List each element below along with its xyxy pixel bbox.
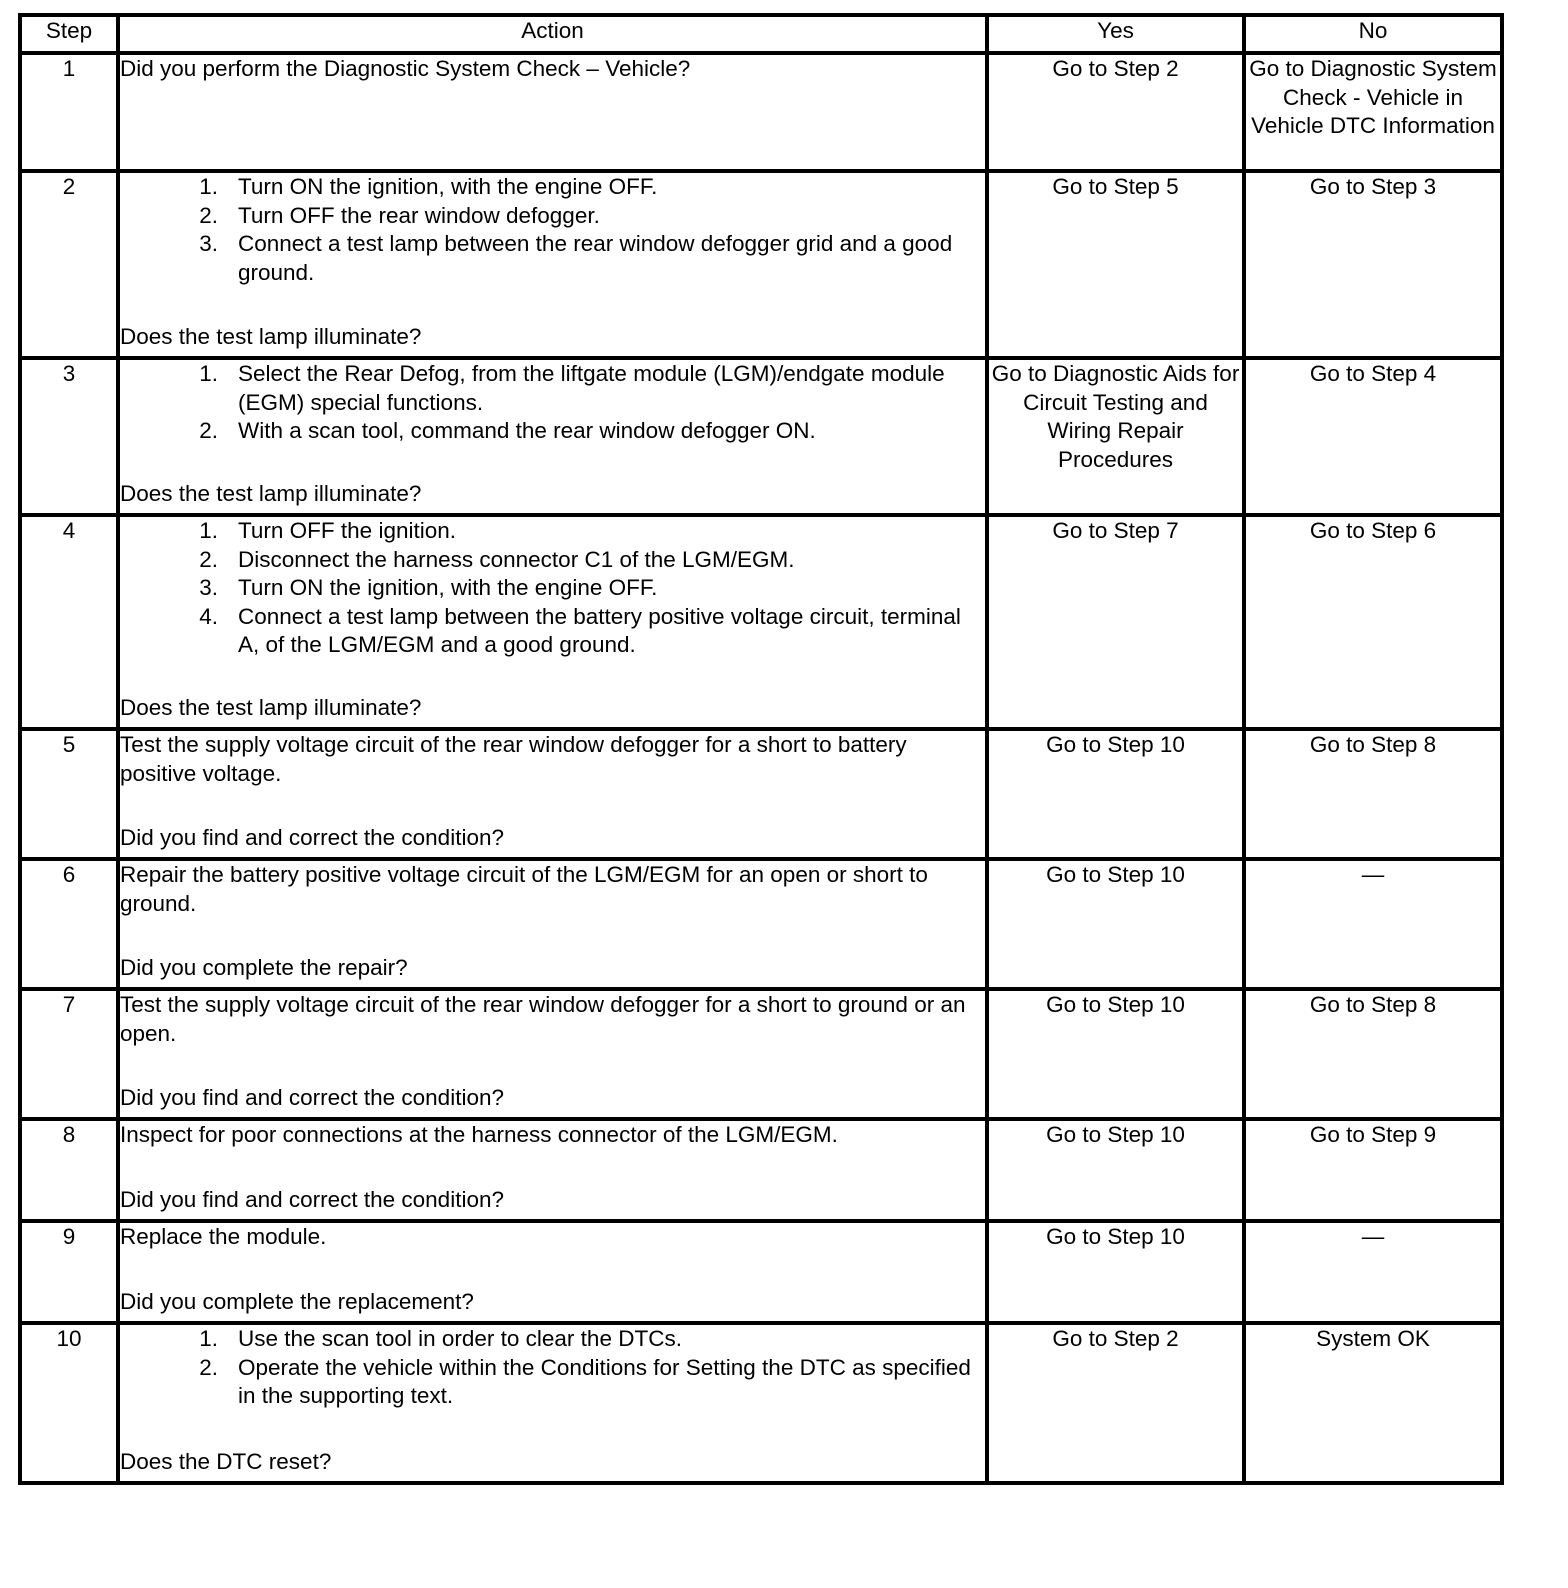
step-number: 1 [20,53,118,171]
no-result [1244,729,1502,859]
list-item [120,1325,985,1354]
question-text: Does the test lamp illuminate? [120,481,422,507]
diagnostic-table [18,13,1504,1485]
procedure-list [120,173,985,287]
table-row [20,53,1502,171]
list-item-text: Turn ON the ignition, with the engine OFF. [238,575,658,601]
list-item [120,202,985,231]
header-step: Step [20,15,118,53]
list-item [120,1354,985,1411]
no-result-text: Go to Step 8 [1309,992,1437,1017]
list-item-text: Operate the vehicle within the Conditions for Setting the DTC as specified in the supporting text. [238,1354,971,1409]
list-item-text: Turn OFF the ignition. [238,518,457,543]
no-result-text: Go to Step 4 [1309,361,1437,386]
no-result [1244,989,1502,1119]
yes-result-text: Go to Step 10 [1046,992,1185,1017]
action-cell [118,1323,987,1483]
question-text: Did you find and correct the condition? [120,1085,504,1111]
list-item-number: 4. [199,603,218,629]
yes-result-text: Go to Step 10 [1046,1224,1185,1249]
action-cell [118,729,987,859]
action-text: Test the supply voltage circuit of the rear window defogger for a short to battery positive voltage. [120,732,907,786]
yes-result-text: Go to Step 10 [1046,732,1185,757]
no-result-text: — [1361,862,1385,887]
procedure-list [120,360,985,446]
no-result-text: — [1361,1224,1385,1249]
table-row [20,515,1502,729]
yes-result [987,1323,1244,1483]
list-item-number: 2. [199,546,218,572]
list-item-number: 2. [199,1354,218,1380]
action-text: Test the supply voltage circuit of the rear window defogger for a short to ground or an open. [120,992,966,1046]
list-item-text: Disconnect the harness connector C1 of the LGM/EGM. [238,546,795,572]
step-number: 6 [20,859,118,989]
action-text: Repair the battery positive voltage circuit of the LGM/EGM for an open or short to ground. [120,862,928,916]
table-row [20,729,1502,859]
action-cell [118,989,987,1119]
list-item-number: 3. [199,575,218,601]
step-number: 10 [20,1323,118,1483]
list-item-text: Turn OFF the rear window defogger. [238,202,600,228]
no-result-text: Go to Step 3 [1309,174,1437,199]
yes-result-text: Go to Step 2 [1052,56,1179,81]
list-item-text: Connect a test lamp between the battery positive voltage circuit, terminal A, of the LGM/EGM and a good ground. [238,603,961,658]
no-result [1244,171,1502,358]
action-cell [118,358,987,515]
yes-result [987,1221,1244,1323]
question-text: Does the test lamp illuminate? [120,695,422,721]
procedure-list [120,1325,985,1411]
header-no: No [1244,15,1502,53]
action-cell [118,515,987,729]
yes-result [987,1119,1244,1221]
question-text: Did you find and correct the condition? [120,1187,504,1213]
yes-result-text: Go to Diagnostic Aids for Circuit Testing and Wiring Repair Procedures [991,361,1240,472]
yes-result-text: Go to Step 10 [1046,1122,1185,1147]
action-text: Did you perform the Diagnostic System Check – Vehicle? [120,56,691,81]
list-item-text: Use the scan tool in order to clear the DTCs. [238,1326,682,1351]
action-text: Replace the module. [120,1224,327,1249]
list-item [120,603,985,660]
step-number: 3 [20,358,118,515]
yes-result [987,171,1244,358]
question-text: Did you complete the replacement? [120,1289,474,1315]
table-row [20,1221,1502,1323]
action-cell [118,171,987,358]
step-number: 8 [20,1119,118,1221]
list-item-text: Select the Rear Defog, from the liftgate module (LGM)/endgate module (EGM) special functions. [238,361,945,415]
list-item-number: 3. [199,231,218,257]
list-item [120,230,985,287]
no-result [1244,53,1502,171]
action-text: Inspect for poor connections at the harness connector of the LGM/EGM. [120,1122,838,1147]
list-item [120,360,985,417]
list-item [120,173,985,202]
table-row [20,1119,1502,1221]
question-text: Does the test lamp illuminate? [120,324,422,350]
list-item-number: 1. [199,174,218,199]
step-number: 2 [20,171,118,358]
table-row [20,358,1502,515]
question-text: Does the DTC reset? [120,1449,332,1475]
yes-result [987,53,1244,171]
list-item-number: 2. [199,418,218,444]
step-number: 5 [20,729,118,859]
yes-result [987,859,1244,989]
step-number: 4 [20,515,118,729]
list-item-number: 1. [199,361,218,386]
no-result [1244,859,1502,989]
no-result [1244,1323,1502,1483]
no-result-text: Go to Diagnostic System Check - Vehicle in Vehicle DTC Information [1249,56,1497,139]
yes-result-text: Go to Step 10 [1046,862,1185,887]
no-result [1244,1221,1502,1323]
list-item [120,546,985,575]
header-yes: Yes [987,15,1244,53]
yes-result [987,358,1244,515]
question-text: Did you find and correct the condition? [120,825,504,851]
yes-result [987,729,1244,859]
list-item-text: With a scan tool, command the rear window defogger ON. [238,418,816,444]
no-result [1244,1119,1502,1221]
table-row [20,989,1502,1119]
yes-result [987,989,1244,1119]
no-result-text: System OK [1316,1326,1430,1351]
no-result [1244,515,1502,729]
list-item-text: Connect a test lamp between the rear window defogger grid and a good ground. [238,231,953,285]
yes-result-text: Go to Step 7 [1052,518,1179,543]
procedure-list [120,517,985,660]
list-item-number: 2. [199,202,218,228]
action-cell [118,1119,987,1221]
list-item-number: 1. [199,518,218,543]
list-item-text: Turn ON the ignition, with the engine OFF. [238,174,658,199]
list-item [120,574,985,603]
action-cell [118,1221,987,1323]
yes-result [987,515,1244,729]
question-text: Did you complete the repair? [120,955,408,981]
no-result [1244,358,1502,515]
step-number: 9 [20,1221,118,1323]
step-number: 7 [20,989,118,1119]
no-result-text: Go to Step 9 [1309,1122,1437,1147]
no-result-text: Go to Step 8 [1309,732,1437,757]
header-action: Action [118,15,987,53]
yes-result-text: Go to Step 2 [1052,1326,1179,1351]
table-row [20,171,1502,358]
no-result-text: Go to Step 6 [1309,518,1437,543]
yes-result-text: Go to Step 5 [1052,174,1179,199]
list-item [120,517,985,546]
action-cell [118,859,987,989]
table-row [20,859,1502,989]
header-row [20,15,1502,53]
list-item [120,417,985,446]
list-item-number: 1. [199,1326,218,1351]
action-cell [118,53,987,171]
table-body [20,53,1502,1483]
table-row [20,1323,1502,1483]
